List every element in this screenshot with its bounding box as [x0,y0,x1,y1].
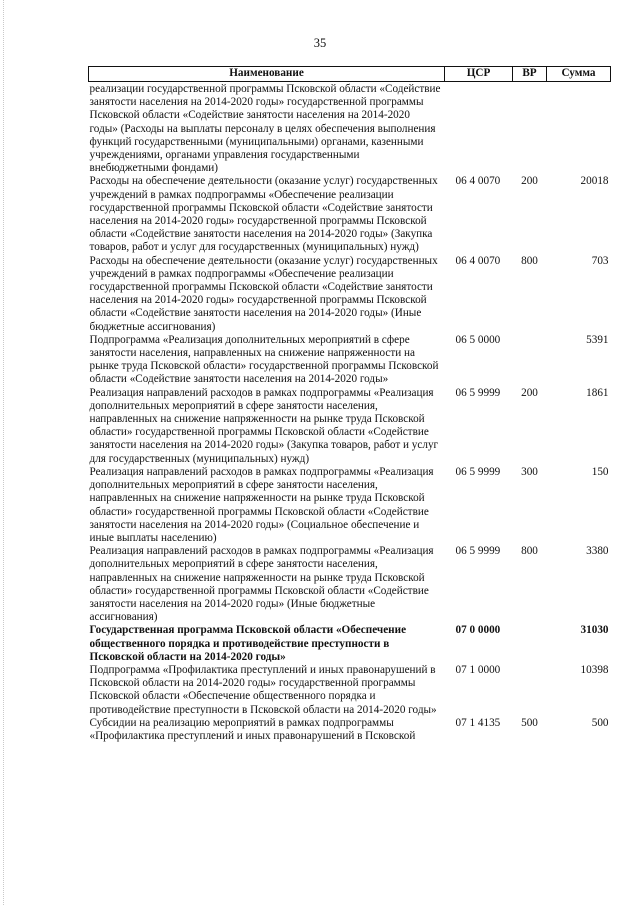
cell-sum: 3380 [586,545,609,558]
cell-csr: 07 1 0000 [455,663,501,676]
cell-name: Расходы на обеспечение деятельности (оказание услуг) государственных учреждений в рамках подпрограммы «Обеспечение реализации государственной программы Псковской области «Содействие занятости населения на 2014-2020 годы» государственной программы Псковской области «Содействие занятости населения на 2014-2020 годы» (Закупка товаров, работ и услуг для государственных (муниципальных) нужд) [89,175,438,254]
cell-csr: 06 4 0070 [455,254,501,267]
cell-csr [445,82,513,176]
cell-vr [513,334,547,387]
cell-sum: 500 [591,716,609,729]
cell-name: Подпрограмма «Профилактика преступлений и иных правонарушений в Псковской области на 2014-2020 годы» государственной программы Псковской области «Обеспечение общественного порядка и противодействие преступности в Псковской области на 2014-2020 годы» [89,663,437,716]
cell-name: Субсидии на реализацию мероприятий в рамках подпрограммы «Профилактика преступлений и иных правонарушений в Псковской [89,716,416,742]
cell-csr: 06 5 9999 [455,386,501,399]
table-body [89,82,611,744]
header-csr: ЦСР [445,67,513,82]
cell-sum: 31030 [580,624,609,637]
cell-name: Подпрограмма «Реализация дополнительных мероприятий в сфере занятости населения, направленных на снижение напряженности на рынке труда Псковской области» государственной программы Псковской области «Содействие занятости населения на 2014-2020 годы» [89,333,439,386]
scan-edge-marks [3,0,5,905]
cell-name: Реализация направлений расходов в рамках подпрограммы «Реализация дополнительных мероприятий в сфере занятости населения, направленных на снижение напряженности на рынке труда Псковской области» государственной программы Псковской области «Содействие занятости населения на 2014-2020 годы» (Закупка товаров, работ и услуг для государственных (муниципальных) нужд) [89,386,439,465]
cell-name: реализации государственной программы Псковской области «Содействие занятости населения на 2014-2020 годы» государственной программы Псковской области «Содействие занятости населения на 2014-2020 годы» (Расходы на выплаты персоналу в целях обеспечения выполнения функций государственными (муниципальными) органами, казенными учреждениями, органами управления государственными внебюджетными фондами) [89,83,441,175]
cell-sum: 1861 [586,386,609,399]
cell-name: Государственная программа Псковской области «Обеспечение общественного порядка и противодействие преступности в Псковской области на 2014-2020 годы» [89,624,407,663]
header-sum: Сумма [547,67,611,82]
table-row [89,387,611,466]
cell-csr: 06 5 0000 [455,333,501,346]
header-name: Наименование [89,67,445,82]
cell-vr [513,82,547,176]
budget-table [88,66,611,743]
table-row [89,545,611,624]
cell-sum: 703 [591,254,609,267]
cell-csr: 06 5 9999 [455,545,501,558]
table-row [89,664,611,717]
cell-name: Реализация направлений расходов в рамках подпрограммы «Реализация дополнительных мероприятий в сфере занятости населения, направленных на снижение напряженности на рынке труда Псковской области» государственной программы Псковской области «Содействие занятости населения на 2014-2020 годы» (Иные бюджетные ассигнования) [89,545,434,624]
table-row [89,717,611,743]
cell-vr: 500 [521,716,538,729]
header-vr: ВР [513,67,547,82]
table-row [89,82,611,176]
cell-sum: 10398 [580,663,609,676]
table-header-row [89,67,611,82]
cell-sum: 5391 [586,333,609,346]
cell-csr: 06 5 9999 [455,465,501,478]
cell-vr: 800 [521,254,538,267]
cell-vr: 300 [521,465,538,478]
table-row [89,334,611,387]
table-row [89,624,611,664]
cell-vr [513,624,547,664]
cell-vr: 200 [521,386,538,399]
cell-vr [513,664,547,717]
cell-csr: 07 0 0000 [455,624,501,637]
cell-vr: 200 [521,175,538,188]
cell-name: Реализация направлений расходов в рамках подпрограммы «Реализация дополнительных мероприятий в сфере занятости населения, направленных на снижение напряженности на рынке труда Псковской области» государственной программы Псковской области «Содействие занятости населения на 2014-2020 годы» (Социальное обеспечение и иные выплаты населению) [89,465,434,544]
table-row [89,175,611,254]
cell-csr: 07 1 4135 [455,716,501,729]
cell-name: Расходы на обеспечение деятельности (оказание услуг) государственных учреждений в рамках подпрограммы «Обеспечение реализации государственной программы Псковской области «Содействие занятости населения на 2014-2020 годы» государственной программы Псковской области «Содействие занятости населения на 2014-2020 годы» (Иные бюджетные ассигнования) [89,254,438,333]
cell-sum: 20018 [580,175,609,188]
table-row [89,466,611,545]
cell-csr: 06 4 0070 [455,175,501,188]
page-number: 35 [313,36,327,50]
table-row [89,255,611,334]
cell-sum [547,82,611,176]
cell-vr: 800 [521,545,538,558]
cell-sum: 150 [591,465,609,478]
